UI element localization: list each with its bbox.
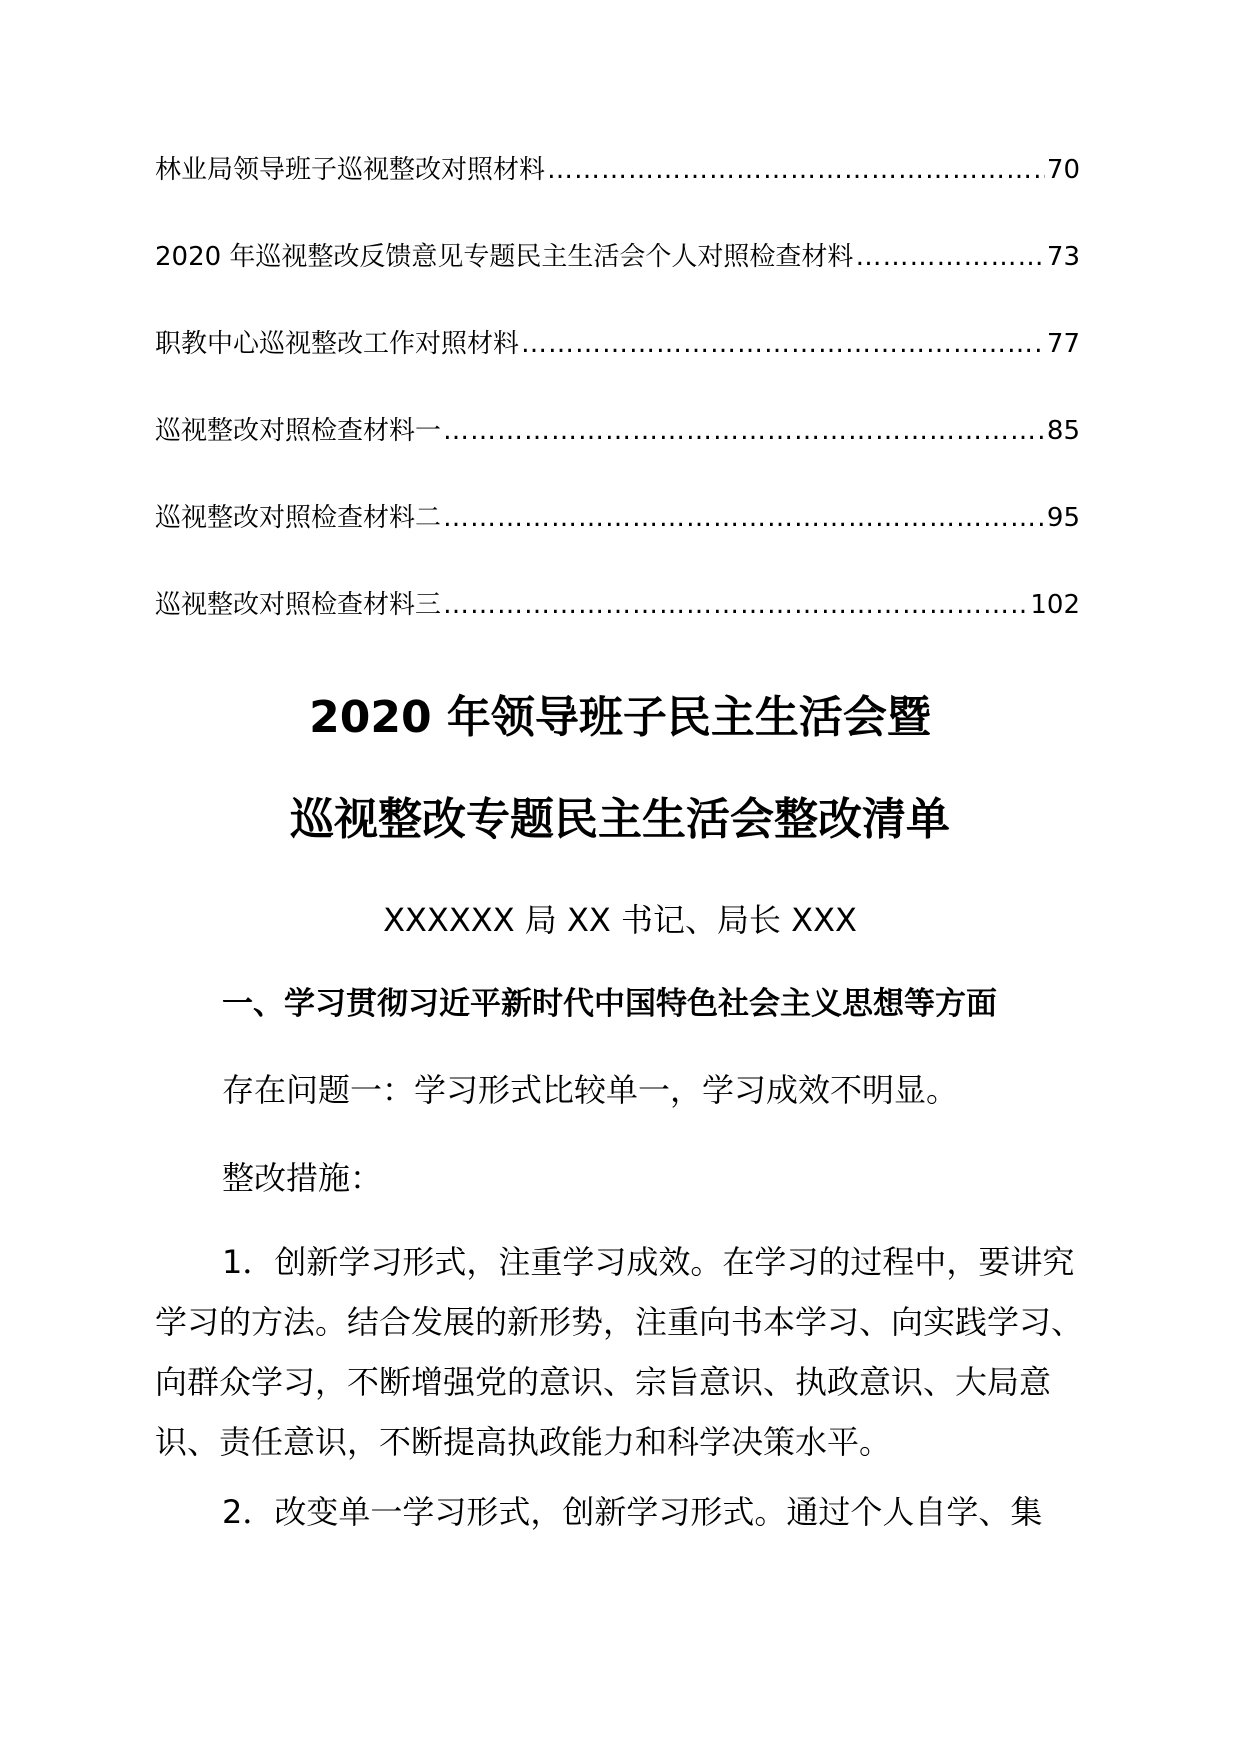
toc-page-number: 95 <box>1046 503 1080 533</box>
toc-dot-leader <box>443 585 1028 625</box>
document-author-line: XXXXXX 局 XX 书记、局长 XXX <box>383 901 857 939</box>
measures-label: 整改措施： <box>222 1159 383 1197</box>
toc-entry-title: 巡视整改对照检查材料一 <box>155 416 442 446</box>
toc-dot-leader <box>521 324 1045 364</box>
toc-dot-leader <box>547 150 1045 190</box>
toc-entry-title: 2020 年巡视整改反馈意见专题民主生活会个人对照检查材料 <box>155 242 854 272</box>
document-title-line-1: 2020 年领导班子民主生活会暨 <box>309 692 931 743</box>
toc-entry[interactable] <box>155 237 1080 324</box>
toc-entry[interactable] <box>155 585 1080 672</box>
toc-page-number: 85 <box>1046 416 1080 446</box>
toc-entry[interactable] <box>155 324 1080 411</box>
toc-entry-title: 职教中心巡视整改工作对照材料 <box>155 329 520 359</box>
toc-page-number: 70 <box>1046 155 1080 185</box>
toc-dot-leader <box>855 237 1044 277</box>
toc-entry[interactable] <box>155 150 1080 237</box>
toc-entry-title: 巡视整改对照检查材料二 <box>155 503 442 533</box>
toc-entry[interactable] <box>155 411 1080 498</box>
section-heading: 一、学习贯彻习近平新时代中国特色社会主义思想等方面 <box>222 986 997 1022</box>
toc-entry-title: 巡视整改对照检查材料三 <box>155 590 442 620</box>
measure-item-1: 1．创新学习形式，注重学习成效。在学习的过程中，要讲究学习的方法。结合发展的新形势，注重向书本学习、向实践学习、向群众学习，不断增强党的意识、宗旨意识、执政意识、大局意识、责任意识，不断提高执政能力和科学决策水平。 <box>155 1243 1084 1461</box>
toc-page-number: 102 <box>1030 590 1080 620</box>
toc-page-number: 73 <box>1046 242 1080 272</box>
problem-statement: 存在问题一：学习形式比较单一，学习成效不明显。 <box>222 1071 959 1109</box>
measure-item-2: 2．改变单一学习形式，创新学习形式。通过个人自学、集 <box>222 1493 1043 1531</box>
toc-dot-leader <box>443 411 1045 451</box>
table-of-contents <box>155 150 1080 672</box>
toc-entry[interactable] <box>155 498 1080 585</box>
toc-entry-title: 林业局领导班子巡视整改对照材料 <box>155 155 546 185</box>
document-title-line-2: 巡视整改专题民主生活会整改清单 <box>290 794 950 845</box>
toc-dot-leader <box>443 498 1045 538</box>
toc-page-number: 77 <box>1046 329 1080 359</box>
